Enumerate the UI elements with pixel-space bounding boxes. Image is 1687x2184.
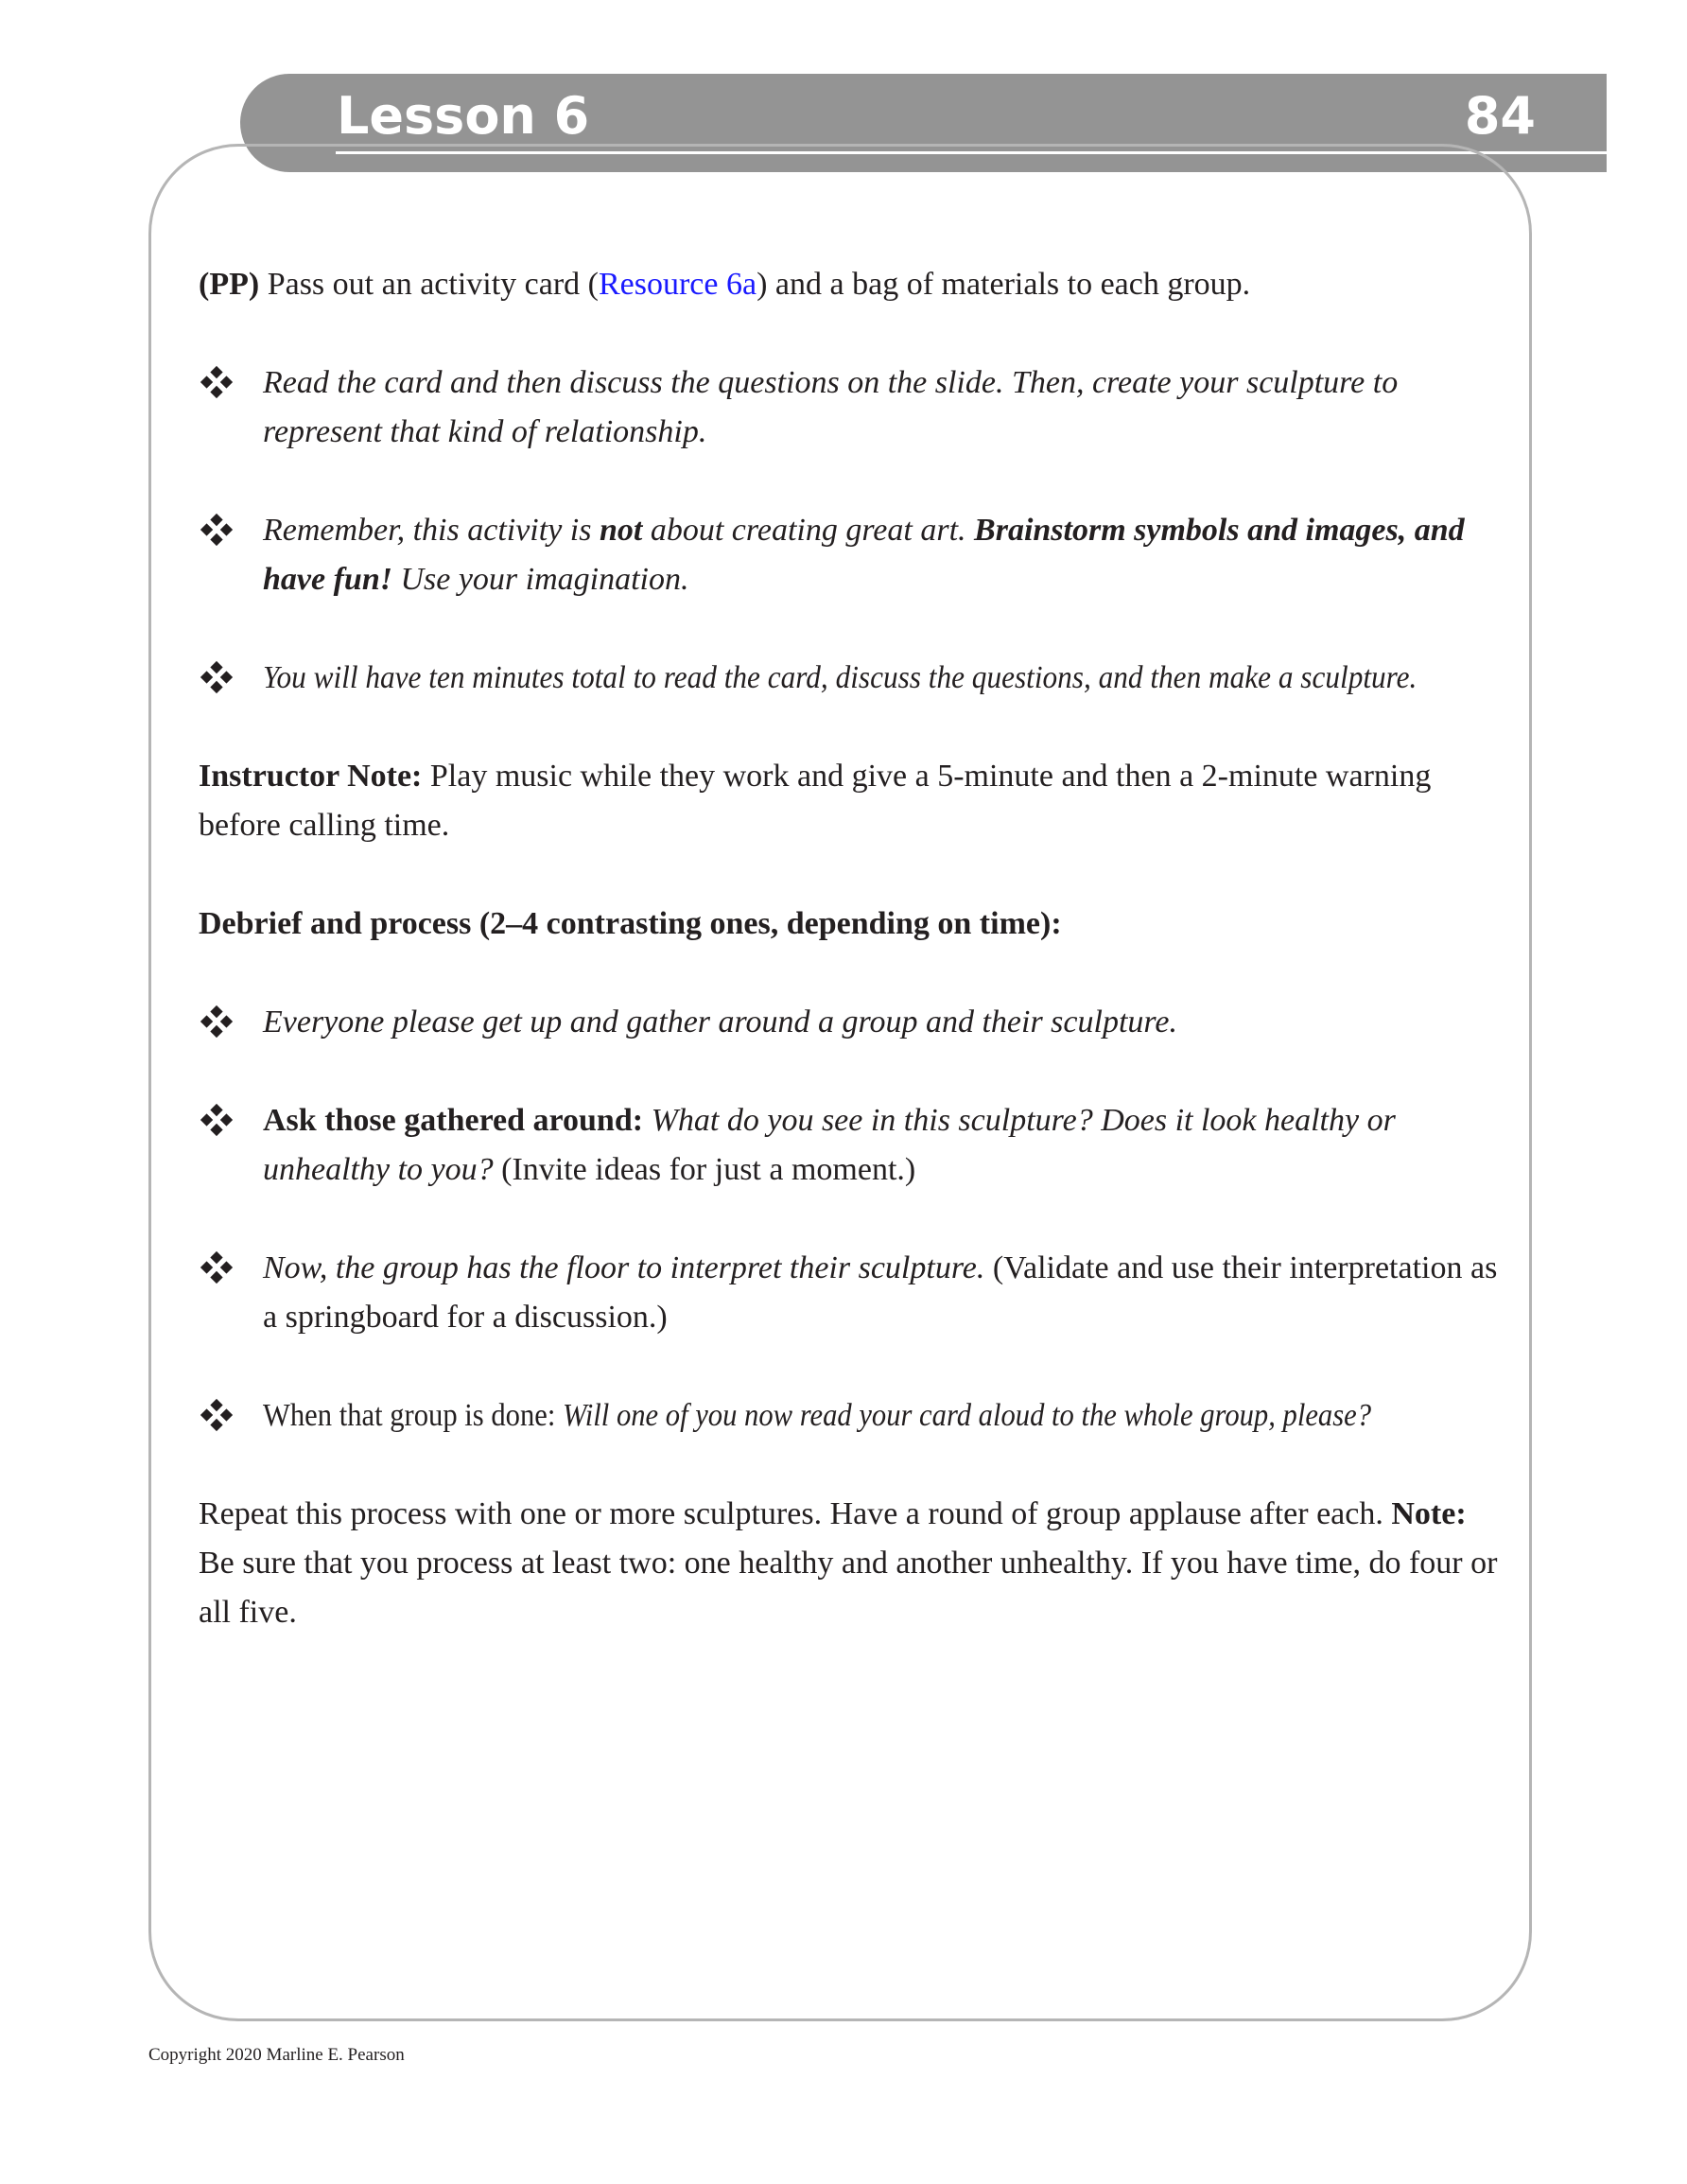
activity-bullet-2-emphasis: Brainstorm symbols and images, and have fun! [263,513,1465,597]
debrief-bullet-1 [199,998,1504,1047]
resource-6a-link[interactable]: Resource 6a [598,267,757,302]
activity-bullet-2-not: not [599,513,643,548]
debrief-bullet-3 [199,1244,1504,1342]
lesson-content [199,260,1504,1686]
activity-bullet-3 [199,654,1504,703]
closing-note-label: Note: [1391,1496,1467,1531]
activity-bullet-1-text: Read the card and then discuss the questions on the slide. Then, create your sculpture to represent that kind of relationship. [263,365,1399,449]
four-diamond-bullet-icon [199,1004,235,1040]
page-number: 84 [1464,86,1536,146]
debrief-bullet-2-label: Ask those gathered around: [263,1103,644,1138]
instructor-note [199,752,1504,850]
four-diamond-bullet-icon [199,364,235,400]
activity-bullet-1 [199,358,1504,457]
pp-tag: (PP) [199,267,260,302]
debrief-bullet-2 [199,1096,1504,1195]
closing-text-a: Repeat this process with one or more sculptures. Have a round of group applause after each. [199,1496,1392,1531]
closing-paragraph [199,1490,1504,1637]
debrief-bullet-4-plain: When that group is done: [263,1398,563,1433]
debrief-bullet-2-note: (Invite ideas for just a moment.) [493,1152,916,1187]
debrief-bullet-4-italic: Will one of you now read your card aloud to the whole group, please? [562,1398,1371,1433]
four-diamond-bullet-icon [199,1249,235,1285]
intro-text-before: Pass out an activity card ( [259,267,599,302]
debrief-bullet-4 [199,1391,1504,1441]
instructor-note-text: Play music while they work and give a 5-minute and then a 2-minute warning before calling time. [199,759,1432,843]
four-diamond-bullet-icon [199,1397,235,1433]
closing-text-b: Be sure that you process at least two: one healthy and another unhealthy. If you have time, do four or all five. [199,1546,1498,1630]
instructor-note-label: Instructor Note: [199,759,423,794]
intro-text-after: ) and a bag of materials to each group. [757,267,1251,302]
lesson-title: Lesson 6 [337,86,590,146]
four-diamond-bullet-icon [199,512,235,548]
debrief-bullet-4-line [263,1391,1371,1441]
activity-bullet-2-text-b: about creating great art. [642,513,975,548]
activity-bullet-2-text-c: Use your imagination. [391,562,689,597]
activity-bullet-3-text: You will have ten minutes total to read the card, discuss the questions, and then make a sculpture. [263,660,1417,695]
debrief-bullet-3-note: (Validate and use their interpretation as a springboard for a discussion.) [263,1250,1498,1335]
debrief-bullet-1-text: Everyone please get up and gather around a group and their sculpture. [263,1005,1177,1040]
debrief-bullet-3-italic: Now, the group has the floor to interpret their sculpture. [263,1250,985,1285]
debrief-heading: Debrief and process (2–4 contrasting ones, depending on time): [199,906,1062,941]
four-diamond-bullet-icon [199,1102,235,1138]
activity-bullet-2 [199,506,1504,604]
copyright: Copyright 2020 Marline E. Pearson [148,2045,405,2065]
four-diamond-bullet-icon [199,659,235,695]
debrief-bullet-2-question: What do you see in this sculpture? Does it look healthy or unhealthy to you? [263,1103,1396,1187]
intro-paragraph [199,260,1504,309]
activity-bullet-2-text-a: Remember, this activity is [263,513,600,548]
